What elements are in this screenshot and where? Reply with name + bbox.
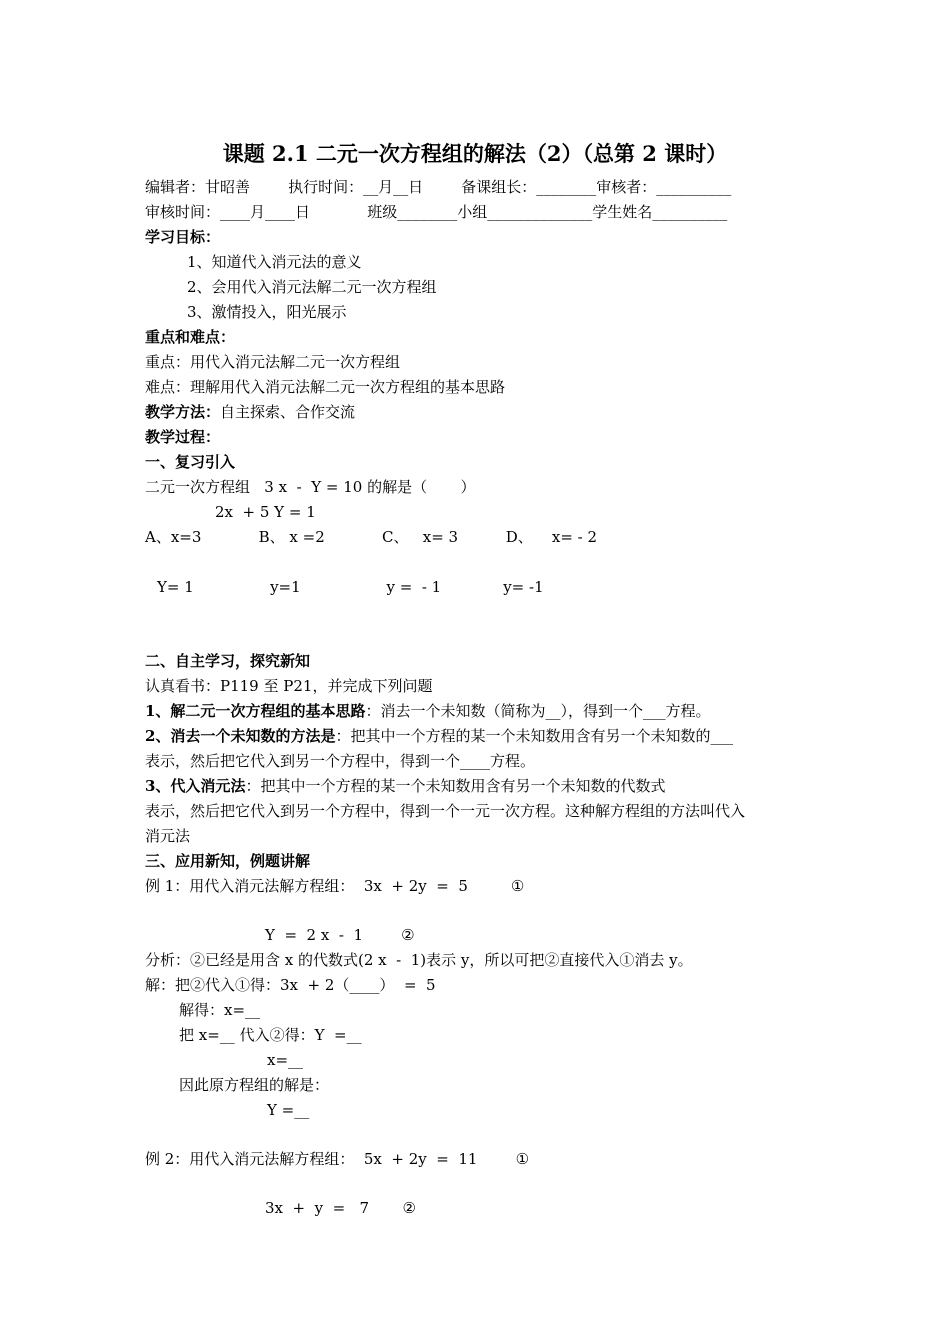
- solution-line: 把 x=__ 代入②得：Y =__: [179, 1026, 362, 1044]
- method-label: 教学方法：: [145, 403, 221, 421]
- goals-heading: 学习目标：: [145, 228, 221, 246]
- q1-label: 1、解二元一次方程组的基本思路: [145, 702, 366, 720]
- solution-line: Y =__: [267, 1101, 310, 1119]
- q3-text: ：把其中一个方程的某一个未知数用含有另一个未知数的代数式: [245, 777, 666, 795]
- question-3: [145, 776, 665, 796]
- key-focus: 重点：用代入消元法解二元一次方程组: [145, 353, 401, 371]
- options-x: A、x=3 B、 x =2 C、 x= 3 D、 x= - 2: [145, 528, 598, 546]
- q2-label: 2、消去一个未知数的方法是: [145, 727, 336, 745]
- solution-line: 解：把②代入①得：3x + 2（____） = 5: [145, 976, 436, 994]
- method-text: 自主探索、合作交流: [220, 403, 356, 421]
- page-title: 课题 2.1 二元一次方程组的解法（2）（总第 2 课时）: [222, 141, 728, 166]
- example2-line: 例 2：用代入消元法解方程组： 5x + 2y = 11 ①: [145, 1150, 530, 1168]
- section2-heading: 二、自主学习，探究新知: [145, 652, 311, 670]
- solution-line: 解得：x=__: [179, 1001, 261, 1019]
- example1-line: 例 1：用代入消元法解方程组： 3x + 2y = 5 ①: [145, 877, 525, 895]
- solution-line: 因此原方程组的解是：: [179, 1076, 330, 1094]
- meta-editor-line: 编辑者：甘昭善 执行时间：__月__日 备课组长：________审核者：__________: [145, 178, 732, 196]
- question-1: [145, 701, 710, 721]
- example1-equation: Y = 2 x - 1 ②: [265, 926, 415, 944]
- options-y: Y= 1 y=1 y = - 1 y= -1: [157, 578, 544, 596]
- key-heading: 重点和难点：: [145, 328, 236, 346]
- question-3-cont: 表示，然后把它代入到另一个方程中，得到一个一元一次方程。这种解方程组的方法叫代入: [145, 802, 746, 820]
- example2-equation: 3x + y = 7 ②: [265, 1199, 416, 1217]
- question-equation: 2x + 5 Y = 1: [215, 503, 316, 521]
- analysis-line: 分析：②已经是用含 x 的代数式(2 x - 1)表示 y，所以可把②直接代入①消去 y。: [145, 951, 693, 969]
- goal-item: 3、激情投入，阳光展示: [187, 303, 347, 321]
- question-2-cont: 表示，然后把它代入到另一个方程中，得到一个____方程。: [145, 752, 536, 770]
- goal-item: 1、知道代入消元法的意义: [187, 253, 362, 271]
- section3-heading: 三、应用新知，例题讲解: [145, 852, 311, 870]
- section1-heading: 一、复习引入: [145, 453, 236, 471]
- teaching-method: [145, 402, 355, 422]
- goal-item: 2、会用代入消元法解二元一次方程组: [187, 278, 437, 296]
- question-line: 二元一次方程组 3 x - Y = 10 的解是（ ）: [145, 478, 476, 496]
- key-difficulty: 难点：理解用代入消元法解二元一次方程组的基本思路: [145, 378, 506, 396]
- process-heading: 教学过程：: [145, 428, 221, 446]
- question-3-cont: 消元法: [145, 827, 191, 845]
- q2-text: ：把其中一个方程的某一个未知数用含有另一个未知数的___: [335, 727, 733, 745]
- q3-label: 3、代入消元法: [145, 777, 246, 795]
- section2-intro: 认真看书：P119 至 P21，并完成下列问题: [145, 677, 433, 695]
- meta-review-line: 审核时间：____月____日 班级________小组______________学生姓名__________: [145, 203, 728, 221]
- q1-text: ：消去一个未知数（简称为__），得到一个___方程。: [365, 702, 711, 720]
- solution-line: x=__: [267, 1051, 304, 1069]
- question-2: [145, 726, 733, 746]
